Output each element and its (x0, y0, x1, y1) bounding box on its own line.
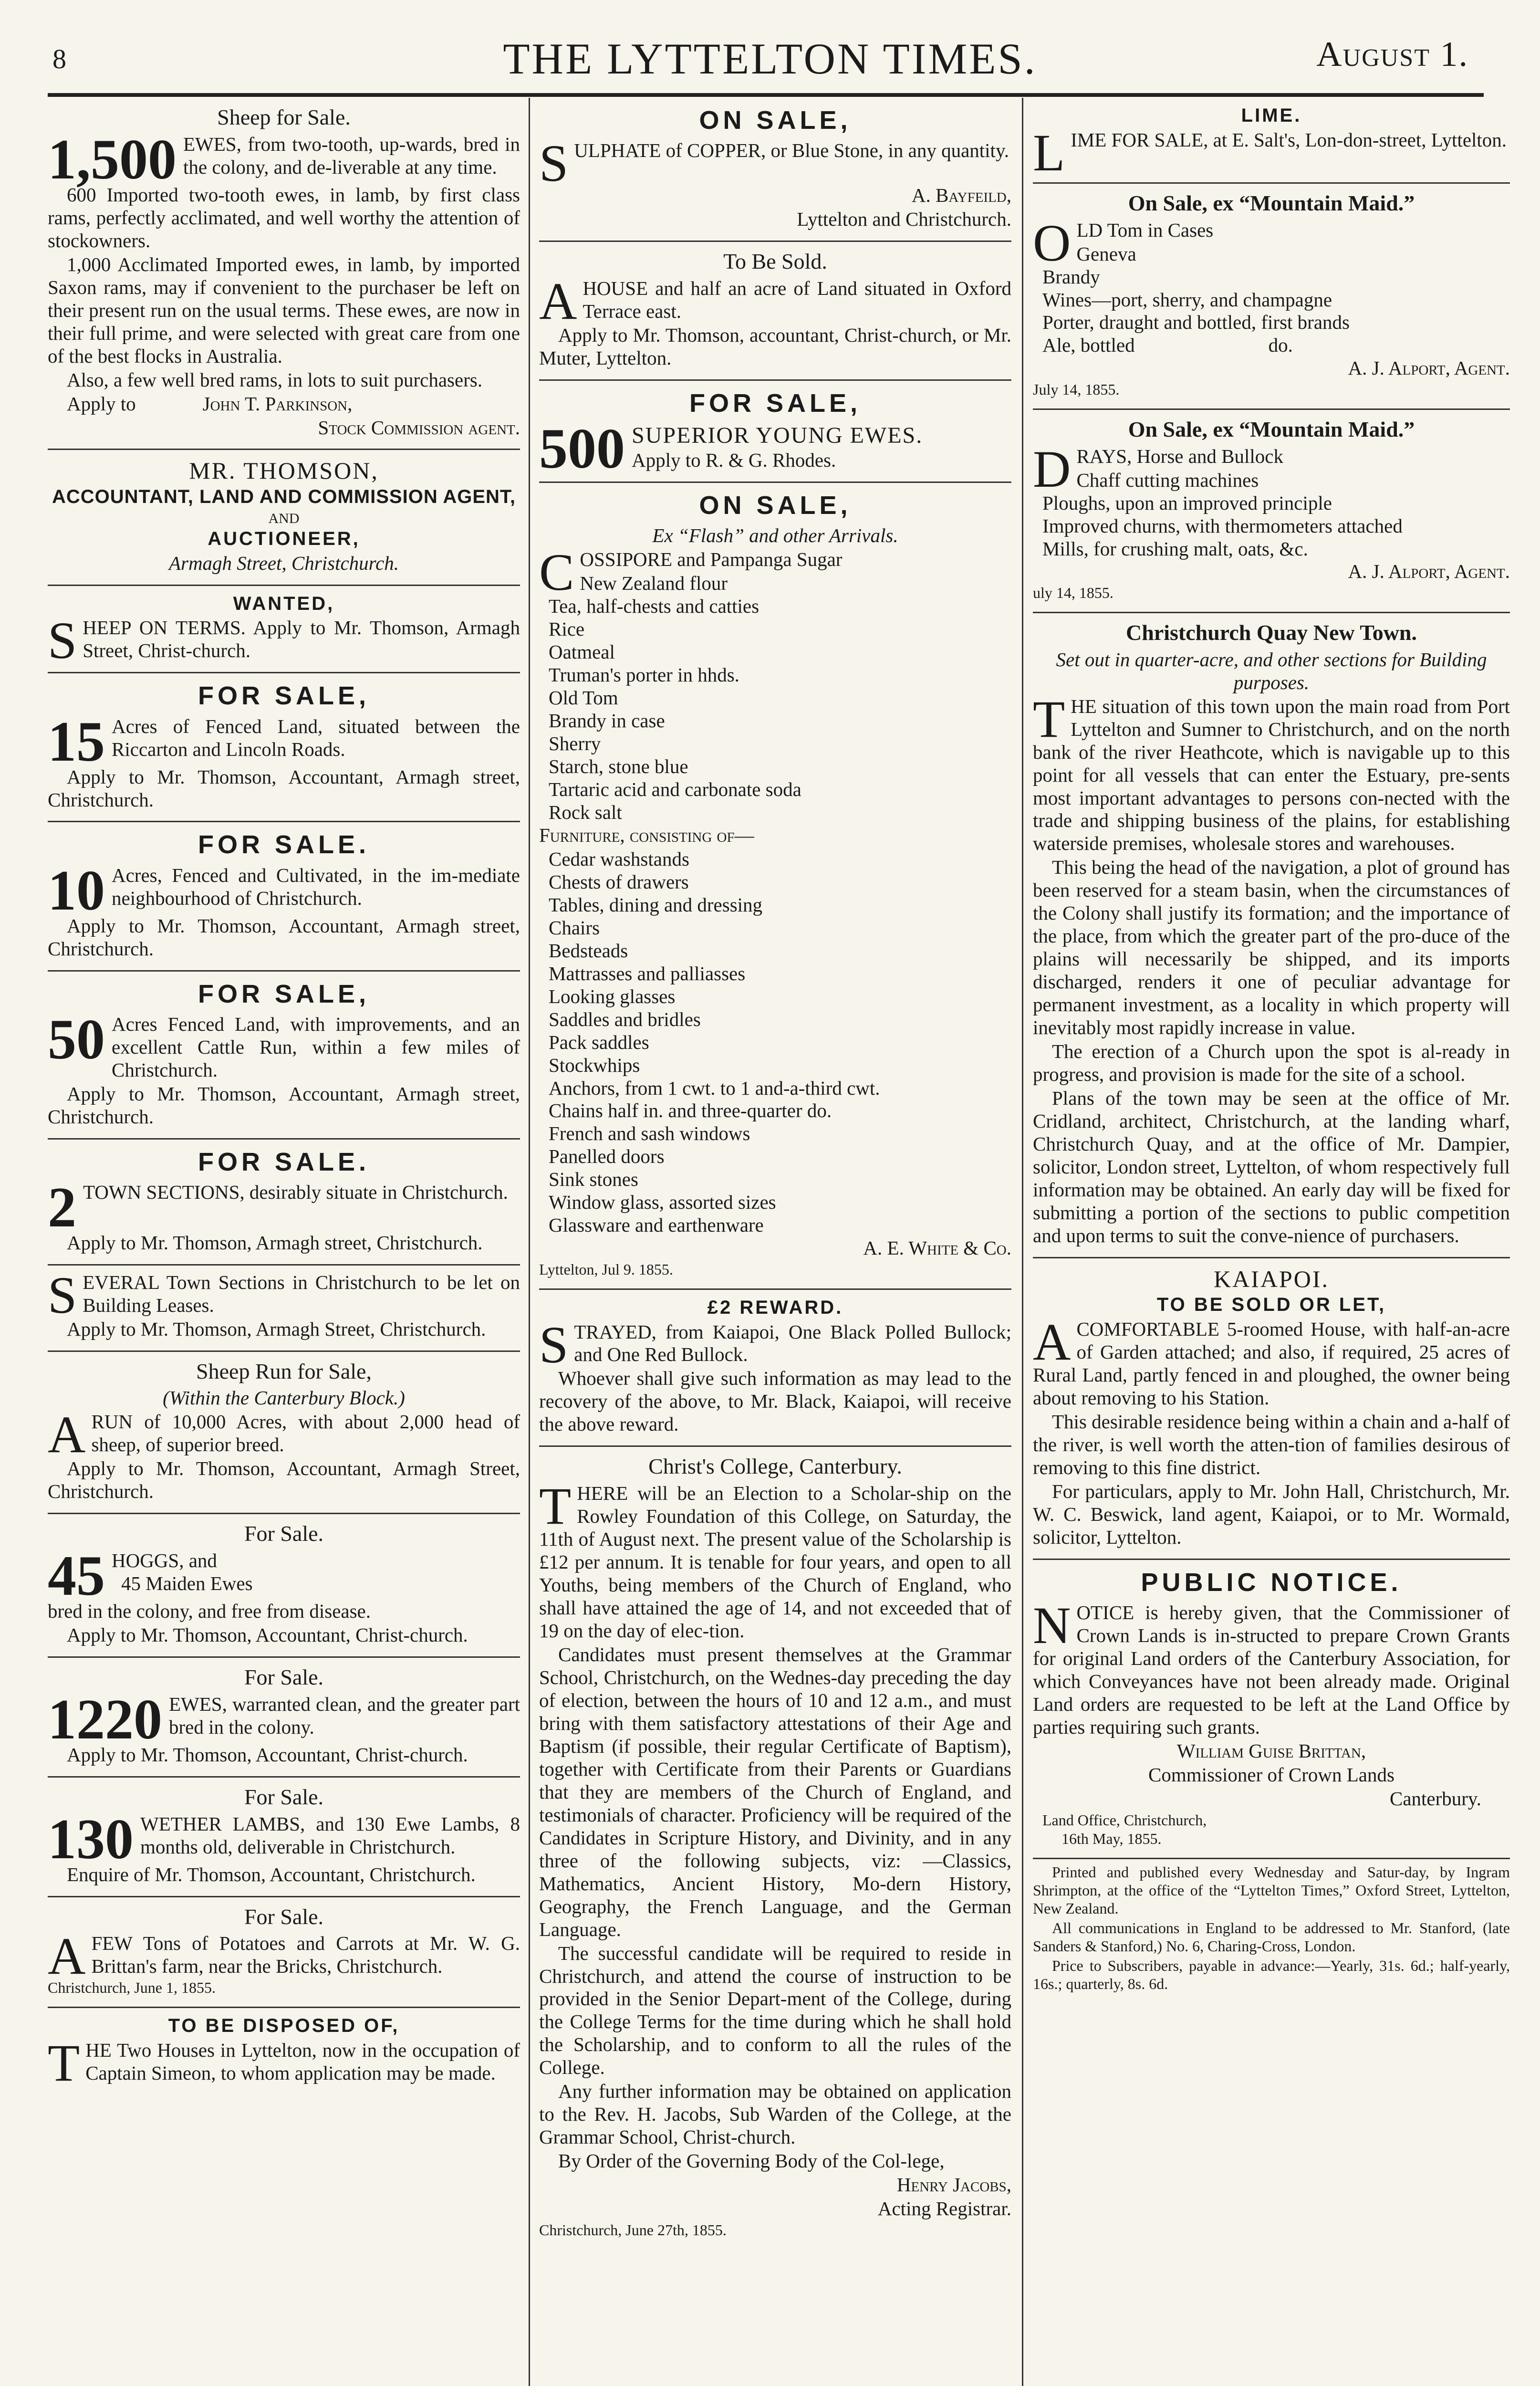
list-item: Glassware and earthenware (549, 1214, 764, 1236)
goods-list (539, 572, 1011, 824)
ad-text: Apply to Mr. Thomson, Accountant, Christ-church. (67, 1624, 468, 1646)
ad-on-sale-flash (539, 483, 1011, 1290)
list-item: Chains half in. and three-quarter do. (549, 1099, 832, 1122)
signature: Stock Commission agent. (318, 416, 520, 439)
ad-title: Sheep Run for Sale, (196, 1359, 372, 1383)
ad-hoggs (48, 1514, 520, 1658)
ad-text: OTICE is hereby given, that the Commissioner of Crown Lands is in-structed to prepare Crown Grants for original Land orders of the Canterbury Association, for which Conveyances have not been already made. Original Land orders are requested to be left at the Land Office by parties requiring such grants. (1033, 1601, 1510, 1738)
list-item: Window glass, assorted sizes (549, 1191, 776, 1214)
ad-title: For Sale. (244, 1521, 324, 1546)
list-item: Oatmeal (549, 641, 615, 663)
ad-text: HEEP ON TERMS. Apply to Mr. Thomson, Armagh Street, Christ-church. (83, 617, 520, 662)
big-number: 1220 (48, 1687, 162, 1751)
ad-text: SUPERIOR YOUNG EWES. (632, 422, 923, 448)
imprint-text: Printed and published every Wednesday and Satur-day, by Ingram Shrimpton, at the office of the “Lyttelton Times,” Oxford Street, Lyttelton, New Zealand. (1033, 1863, 1510, 1917)
ad-text: COMFORTABLE 5-roomed House, with half-an-acre of Garden attached; and also, if required, 25 acres of Rural Land, partly fenced in and ploughed, the owner being about removing to his Station. (1033, 1318, 1510, 1409)
ad-date: July 14, 1855. (1033, 381, 1120, 398)
signature: John T. Parkinson, (202, 392, 353, 415)
ad-text: The erection of a Church upon the spot is al-ready in progress, and provision is made for the site of a school. (1033, 1040, 1510, 1086)
list-item: Pack saddles (549, 1031, 649, 1053)
ad-quay-new-town (1033, 613, 1510, 1258)
drop-cap: L (1033, 123, 1065, 182)
ad-reward (539, 1290, 1011, 1447)
ad-sulphate (539, 98, 1011, 242)
ad-text: HOGGS, and (112, 1549, 217, 1572)
list-item: Tea, half-chests and catties (549, 595, 760, 617)
ad-title: £2 REWARD. (707, 1297, 843, 1318)
drop-cap: A (48, 1405, 86, 1464)
ad-title: On Sale, ex “Mountain Maid.” (1128, 190, 1415, 215)
ad-subtitle: Ex “Flash” and other Arrivals. (652, 524, 898, 547)
issue-date: August 1. (1316, 35, 1468, 74)
ad-text: Acres Fenced Land, with improvements, and an excellent Cattle Run, within a few miles of Christchurch. (112, 1013, 520, 1081)
column-1 (48, 98, 520, 2094)
drop-cap: O (1033, 213, 1071, 272)
column-rule-2 (1022, 98, 1023, 2386)
list-item: Wines—port, sherry, and champagne (1042, 288, 1332, 311)
list-item: Rice (549, 618, 585, 640)
ad-text: TRAYED, from Kaiapoi, One Black Polled Bullock; and One Red Bullock. (574, 1320, 1011, 1366)
list-item: Old Tom (549, 687, 618, 709)
ad-title: For Sale. (244, 1784, 324, 1809)
big-number: 1,500 (48, 127, 177, 191)
ad-subtitle: Set out in quarter-acre, and other sections for Building purposes. (1056, 648, 1487, 693)
ad-text: 600 Imported two-tooth ewes, in lamb, by first class rams, perfectly acclimated, and well worthy the attention of stockowners. (48, 183, 520, 251)
ad-text: Apply to R. & G. Rhodes. (632, 449, 836, 471)
ad-thomson-agent (48, 450, 520, 586)
ad-text: RUN of 10,000 Acres, with about 2,000 head of sheep, of superior breed. (91, 1411, 520, 1456)
ad-title: FOR SALE. (198, 1147, 370, 1176)
ad-mountain-maid-2 (1033, 410, 1510, 613)
ad-date: Christchurch, June 27th, 1855. (539, 2221, 727, 2239)
goods-list (1033, 243, 1510, 357)
ad-title: FOR SALE, (198, 681, 370, 711)
drop-cap: C (539, 543, 574, 602)
ad-subtitle: AUCTIONEER, (208, 528, 360, 549)
imprint (1033, 1863, 1510, 1993)
ad-subtitle: TO BE SOLD OR LET, (1156, 1294, 1386, 1316)
signature: William Guise Brittan, (1176, 1739, 1366, 1762)
drop-cap: A (539, 272, 577, 330)
signature: Canterbury. (1389, 1787, 1481, 1810)
ad-text: Apply to Mr. Thomson, Accountant, Armagh street, Christchurch. (48, 765, 520, 811)
list-item: Ale, bottled (1042, 334, 1135, 356)
ad-house-to-be-sold (539, 242, 1011, 381)
ad-text: EVERAL Town Sections in Christchurch to be let on Building Leases. (83, 1271, 520, 1316)
ad-date: 16th May, 1855. (1061, 1830, 1162, 1848)
list-item: Tables, dining and dressing (549, 893, 763, 916)
list-item: Porter, draught and bottled, first brands (1042, 311, 1350, 334)
ad-text: Apply to (67, 392, 136, 415)
list-item: Cedar washstands (549, 848, 689, 870)
masthead (48, 29, 1492, 81)
ad-text: By Order of the Governing Body of the Col-lege, (558, 2150, 945, 2172)
ad-title: PUBLIC NOTICE. (1141, 1568, 1402, 1597)
drop-cap: A (48, 1927, 86, 1986)
ad-text: Whoever shall give such information as may lead to the recovery of the above, to Mr. Black, Kaiapoi, will receive the above reward. (539, 1367, 1011, 1435)
ad-title: LIME. (1241, 105, 1302, 126)
ad-text: HE Two Houses in Lyttelton, now in the occupation of Captain Simeon, to whom application may be made. (85, 2039, 520, 2084)
drop-cap: S (48, 611, 77, 670)
ad-title: ON SALE, (699, 106, 852, 135)
ad-text: HERE will be an Election to a Scholar-ship on the Rowley Foundation of this College, on Saturday, the 11th of August next. The present value of the Scholarship is £12 per annum. It is tenable for four years, and open to all Youths, being members of the Church of England, who shall have attained the age of 14, and not exceeded that of 19 on the day of elec-tion. (539, 1482, 1011, 1642)
ad-text: Furniture, consisting of— (539, 824, 754, 846)
ad-text: Apply to Mr. Thomson, Armagh Street, Christchurch. (67, 1318, 486, 1340)
ad-text: Any further information may be obtained on application to the Rev. H. Jacobs, Sub Warden of the College, at the Grammar School, Christ-church. (539, 2080, 1011, 2148)
list-item: Sink stones (549, 1168, 638, 1191)
drop-cap: S (48, 1266, 77, 1324)
big-number: 500 (539, 416, 625, 480)
ad-public-notice (1033, 1560, 1510, 1859)
ad-several-sections (48, 1266, 520, 1352)
list-item: New Zealand flour (580, 572, 728, 595)
signature: A. J. Alport, Agent. (1348, 357, 1510, 379)
ad-address: Armagh Street, Christchurch. (168, 552, 399, 574)
list-item: Bedsteads (549, 939, 628, 962)
ad-mountain-maid-1 (1033, 184, 1510, 410)
big-number: 50 (48, 1007, 105, 1071)
ad-title: MR. THOMSON, (189, 457, 379, 484)
column-3 (1033, 98, 1510, 1994)
ad-subtitle: (Within the Canterbury Block.) (163, 1387, 405, 1409)
list-item: Brandy (1042, 265, 1100, 288)
ad-title: For Sale. (244, 1904, 324, 1929)
ad-text: The successful candidate will be required to reside in Christchurch, and attend the course of instruction to be provided in the Senior Depart-ment of the College, during the College Terms for the time during which he shall hold the Scholarship, and to conform to all the rules of the College. (539, 1942, 1011, 2079)
ad-title: FOR SALE. (198, 830, 370, 859)
list-item: Stockwhips (549, 1054, 640, 1076)
ad-sheep-run (48, 1352, 520, 1515)
list-item: Anchors, from 1 cwt. to 1 and-a-third cwt. (549, 1077, 880, 1099)
ad-text: Acres of Fenced Land, situated between the Riccarton and Lincoln Roads. (112, 715, 520, 760)
ad-title: WANTED, (233, 593, 335, 614)
ad-wether-lambs (48, 1778, 520, 1897)
list-item: Mills, for crushing malt, oats, &c. (1042, 537, 1308, 560)
list-item: Panelled doors (549, 1145, 665, 1168)
ad-title: Sheep for Sale. (217, 105, 351, 129)
ad-500-ewes (539, 381, 1011, 483)
signature: Lyttelton and Christchurch. (797, 208, 1011, 230)
ad-text: HE situation of this town upon the main road from Port Lyttelton and Sumner to Christchurch, and on the north bank of the river Heathcote, which is navigable up to this point for all vessels that can enter the Estuary, pre-sents most important advantages to persons con-nected with the trade and shipping business of the plains, for establishing waterside premises, wholesale stores and warehouses. (1033, 695, 1510, 855)
list-item: Improved churns, with thermometers attached (1042, 514, 1403, 537)
imprint-text: Price to Subscribers, payable in advance:—Yearly, 31s. 6d.; half-yearly, 16s.; quarterly, 8s. 6d. (1033, 1957, 1510, 1992)
list-item: Brandy in case (549, 710, 665, 732)
column-2 (539, 98, 1011, 2249)
ad-text: 1,000 Acclimated Imported ewes, in lamb, by imported Saxon rams, may if convenient to the purchaser be left on their present run on the usual terms. These ewes, are now in their full prime, and were selected with great care from one of the best flocks in Australia. (48, 253, 520, 367)
ad-date: uly 14, 1855. (1033, 584, 1113, 602)
ad-potatoes (48, 1897, 520, 2008)
list-item: French and sash windows (549, 1122, 750, 1145)
ad-text: Plans of the town may be seen at the office of Mr. Cridland, architect, Christchurch, at the landing wharf, Christchurch Quay, and at the office of Mr. Dampier, solicitor, London street, Lyttelton, of whom respectively full information may be obtained. An early day will be fixed for submitting a portion of the sections to public competition and upon terms to suit the conve-nience of purchasers. (1033, 1087, 1510, 1246)
list-item: Mattrasses and palliasses (549, 962, 746, 984)
ad-text: This desirable residence being within a chain and a-half of the river, is well worth the atten-tion of families desirous of removing to this fine district. (1033, 1411, 1510, 1478)
header-rule (48, 93, 1484, 97)
ad-lime (1033, 98, 1510, 184)
drop-cap: T (539, 1477, 572, 1536)
ad-title: KAIAPOI. (1213, 1265, 1330, 1292)
ad-subtitle: ACCOUNTANT, LAND AND COMMISSION AGENT, (52, 486, 516, 507)
ad-sheep-for-sale (48, 98, 520, 450)
ad-text: do. (1268, 334, 1293, 356)
ad-text: Apply to Mr. Thomson, Accountant, Armagh street, Christchurch. (48, 1082, 520, 1128)
ad-date: Land Office, Christchurch, (1042, 1811, 1207, 1829)
ad-title: Christ's College, Canterbury. (648, 1454, 902, 1479)
ad-text: 45 Maiden Ewes (121, 1572, 253, 1595)
list-item: Chests of drawers (549, 870, 689, 893)
big-number: 2 (48, 1175, 76, 1239)
ad-title: FOR SALE, (198, 979, 370, 1008)
ad-text: Candidates must present themselves at the Grammar School, Christchurch, on the Wednes-day preceding the day of election, between the hours of 10 and 12 a.m., and must bring with them satisfactory attestations of their Age and Baptism (if possible, their regular Certificate of Baptism), together with Certificate from their Parents or Guardians that they are members of the Church of England, and testimonials of character. Proficiency will be required of the Candidates in Scripture History, and Divinity, and in any three of the following subjects, viz: —Classics, Mathematics, Ancient History, Mo-dern History, Geography, the French Language, and the German Language. (539, 1643, 1011, 1940)
ad-text: WETHER LAMBS, and 130 Ewe Lambs, 8 months old, deliverable in Christchurch. (140, 1812, 520, 1858)
ad-for-sale-50 (48, 972, 520, 1140)
signature: Acting Registrar. (877, 2198, 1011, 2220)
ad-christs-college (539, 1447, 1011, 2249)
big-number: 45 (48, 1544, 105, 1608)
ad-text: Apply to Mr. Thomson, Armagh street, Christchurch. (67, 1231, 483, 1254)
ad-text: Apply to Mr. Thomson, accountant, Christ-church, or Mr. Muter, Lyttelton. (539, 324, 1011, 369)
column-rule-1 (529, 98, 530, 2386)
ad-text: ULPHATE of COPPER, or Blue Stone, in any quantity. (574, 139, 1009, 162)
ad-text: Also, a few well bred rams, in lots to suit purchasers. (67, 368, 483, 391)
ad-text: EWES, from two-tooth, up-wards, bred in the colony, and de-liverable at any time. (183, 133, 520, 178)
signature: A. E. White & Co. (863, 1237, 1011, 1259)
list-item: Tartaric acid and carbonate soda (549, 778, 801, 800)
list-item: Chaff cutting machines (1076, 469, 1259, 491)
ad-text: EWES, warranted clean, and the greater part bred in the colony. (169, 1693, 520, 1738)
list-item: Saddles and bridles (549, 1008, 701, 1030)
ad-date: Christchurch, June 1, 1855. (48, 1979, 216, 1997)
ad-text: Apply to Mr. Thomson, Accountant, Armagh Street, Christchurch. (48, 1457, 520, 1503)
drop-cap: T (48, 2033, 80, 2092)
ad-text: For particulars, apply to Mr. John Hall, Christchurch, Mr. W. C. Beswick, land agent, Kaiapoi, or to Mr. Wormald, solicitor, Lyttelton. (1033, 1480, 1510, 1548)
ad-title: TO BE DISPOSED OF, (168, 2015, 400, 2036)
signature: A. J. Alport, Agent. (1348, 560, 1510, 583)
drop-cap: T (1033, 690, 1065, 748)
ad-disposed (48, 2008, 520, 2094)
ad-text: Apply to Mr. Thomson, Accountant, Christ-church. (67, 1743, 468, 1766)
ad-for-sale-10 (48, 822, 520, 971)
ad-title: For Sale. (244, 1665, 324, 1690)
ad-text: Apply to Mr. Thomson, Accountant, Armagh street, Christchurch. (48, 914, 520, 960)
big-number: 10 (48, 858, 105, 922)
ad-text: AND (268, 510, 300, 526)
list-item: Starch, stone blue (549, 755, 688, 777)
drop-cap: A (1033, 1313, 1071, 1371)
page-number: 8 (52, 43, 66, 74)
ad-text: HOUSE and half an acre of Land situated in Oxford Terrace east. (583, 277, 1011, 322)
big-number: 15 (48, 709, 105, 773)
ad-title: FOR SALE, (689, 388, 861, 418)
imprint-text: All communications in England to be addressed to Mr. Stanford, (late Sanders & Stanford,) No. 6, Charing-Cross, London. (1033, 1919, 1510, 1955)
list-item: Geneva (1076, 242, 1136, 265)
drop-cap: D (1033, 440, 1071, 498)
drop-cap: N (1033, 1596, 1071, 1655)
signature: Henry Jacobs, (896, 2174, 1011, 2196)
list-item: Looking glasses (549, 985, 676, 1007)
newspaper-title: THE LYTTELTON TIMES. (503, 34, 1037, 83)
signature: Commissioner of Crown Lands (1148, 1763, 1394, 1786)
list-item: Rock salt (549, 801, 622, 823)
signature: A. Bayfeild, (911, 184, 1011, 207)
ad-wanted (48, 586, 520, 674)
ad-text: TOWN SECTIONS, desirably situate in Christchurch. (83, 1181, 508, 1203)
ad-for-sale-15 (48, 673, 520, 822)
ad-text: IME FOR SALE, at E. Salt's, Lon-don-street, Lyttelton. (1071, 128, 1507, 151)
ad-text: Enquire of Mr. Thomson, Accountant, Christchurch. (67, 1863, 476, 1885)
list-item: Ploughs, upon an improved principle (1042, 492, 1332, 514)
ad-text: Acres, Fenced and Cultivated, in the im-mediate neighbourhood of Christchurch. (112, 864, 520, 909)
ad-text: bred in the colony, and free from disease. (48, 1600, 371, 1622)
ad-text: RAYS, Horse and Bullock (1076, 445, 1283, 467)
ad-title: ON SALE, (699, 491, 852, 520)
ad-text: OSSIPORE and Pampanga Sugar (580, 548, 843, 571)
list-item: Sherry (549, 732, 601, 754)
list-item: Truman's porter in hhds. (549, 664, 739, 686)
list-item: Chairs (549, 916, 600, 939)
ad-text: FEW Tons of Potatoes and Carrots at Mr. W. G. Brittan's farm, near the Bricks, Christchurch. (91, 1932, 520, 1978)
ad-date: Lyttelton, Jul 9. 1855. (539, 1261, 673, 1278)
ad-ewes-1220 (48, 1658, 520, 1778)
goods-list (1033, 469, 1510, 561)
furniture-list (539, 848, 1011, 1237)
ad-text: This being the head of the navigation, a plot of ground has been reserved for a steam basin, when the circumstances of the Colony shall justify its formation; and the importance of the place, from which the greater part of the pro-duce of the plains will necessarily be shipped, and its imports discharged, renders it one of peculiar advantage for permanent investment, as a locality in which property will inevitably most rapidly increase in value. (1033, 856, 1510, 1039)
ad-title: Christchurch Quay New Town. (1125, 620, 1417, 645)
ad-kaiapoi (1033, 1258, 1510, 1560)
drop-cap: S (539, 1315, 569, 1374)
ad-text: LD Tom in Cases (1076, 219, 1214, 241)
ad-title: On Sale, ex “Mountain Maid.” (1128, 417, 1415, 441)
ad-for-sale-2 (48, 1140, 520, 1266)
ad-title: To Be Sold. (723, 249, 827, 274)
drop-cap: S (539, 134, 569, 193)
big-number: 130 (48, 1807, 134, 1871)
